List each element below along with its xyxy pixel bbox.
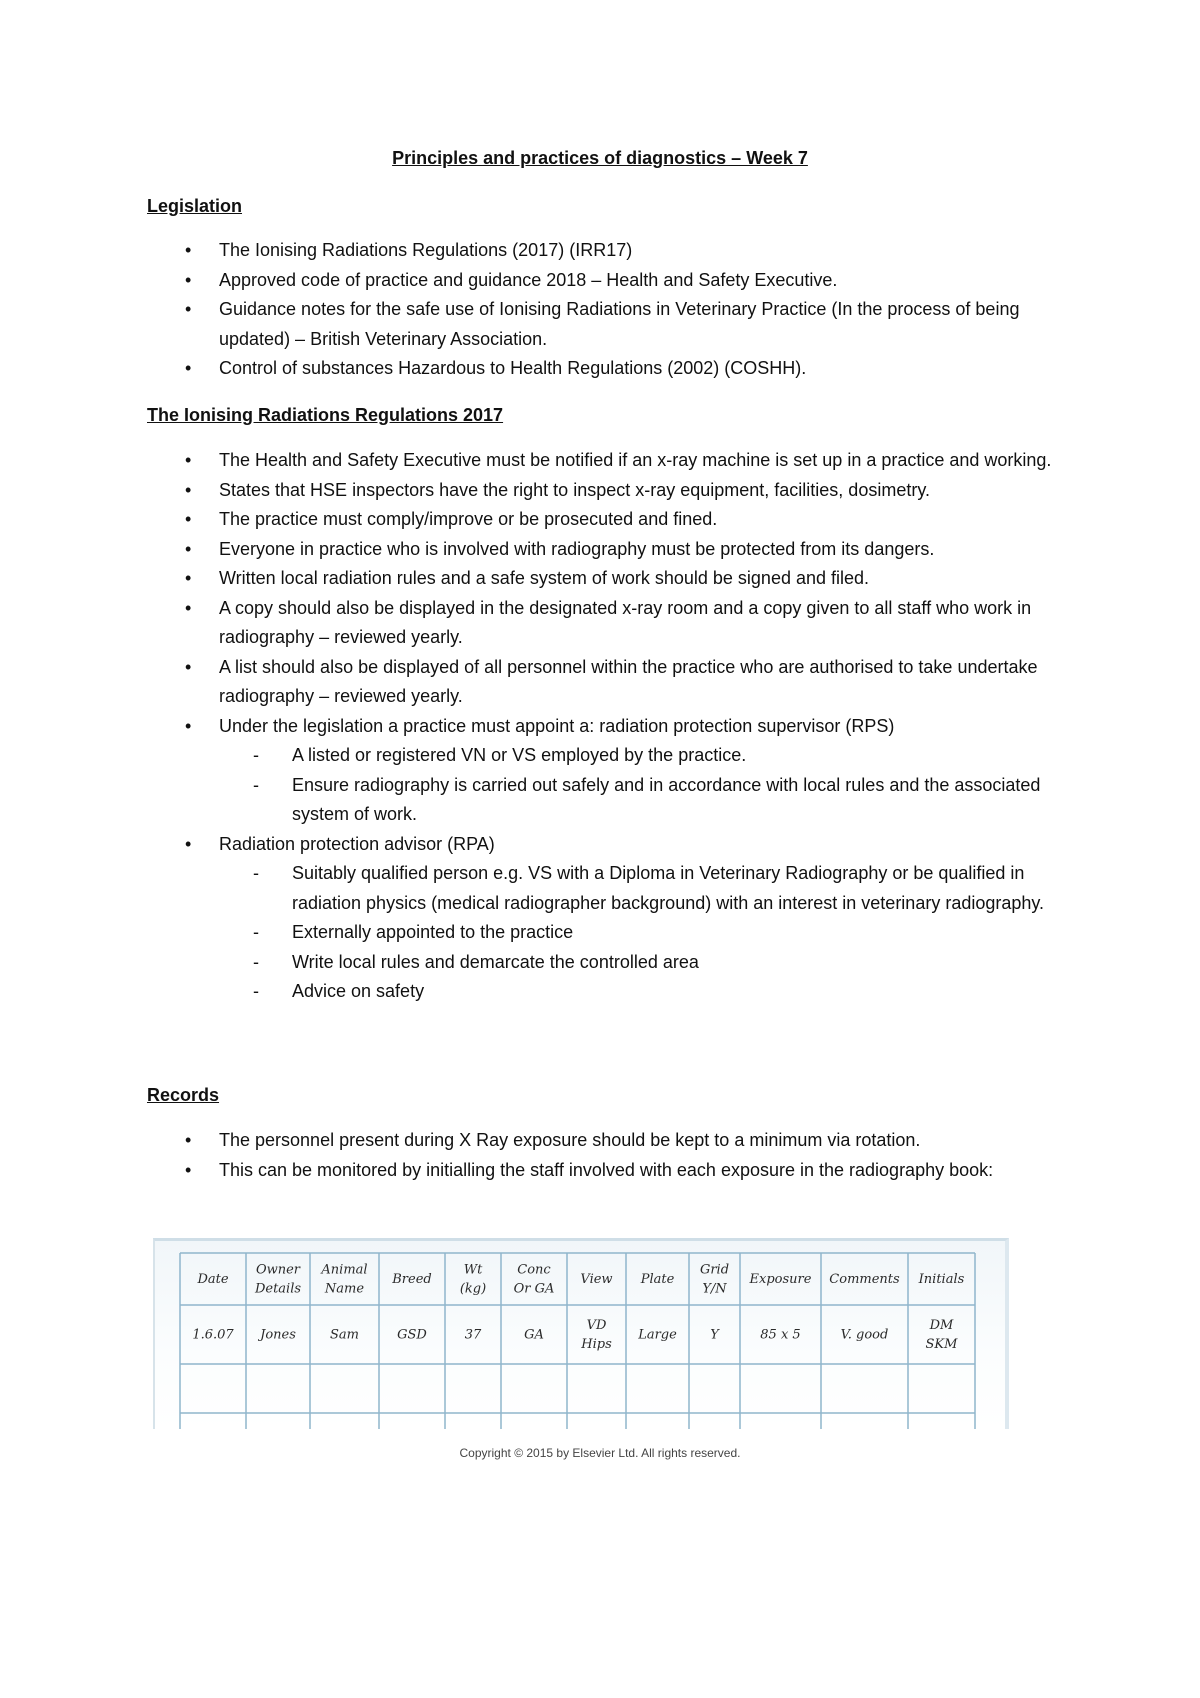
list-item: • Written local radiation rules and a safe system of work should be signed and filed.: [147, 564, 1077, 594]
list-item: • A copy should also be displayed in the designated x-ray room and a copy given to all staff who work in radiography – reviewed yearly.: [147, 594, 1077, 653]
table-header-cell: Or GA: [513, 1281, 555, 1297]
rpa-sublist: [219, 859, 1077, 1007]
table-header-cell: (kg): [459, 1281, 487, 1297]
irr-heading: The Ionising Radiations Regulations 2017: [147, 405, 504, 425]
list-item: • The Ionising Radiations Regulations (2017) (IRR17): [147, 236, 1077, 266]
rpa-label: Radiation protection advisor (RPA): [219, 833, 495, 854]
table-header-cell: Name: [324, 1281, 365, 1297]
table-header-cell: Y/N: [702, 1281, 727, 1297]
table-cell: 37: [464, 1327, 482, 1343]
table-cell: VD: [586, 1318, 607, 1333]
rps-sublist: [219, 741, 1077, 830]
list-item: • The personnel present during X Ray exposure should be kept to a minimum via rotation.: [147, 1126, 1077, 1156]
table-cell: Sam: [330, 1327, 359, 1343]
table-header-cell: Wt: [463, 1262, 483, 1278]
sub-list-item: - Advice on safety: [219, 977, 1077, 1007]
table-cell: V. good: [840, 1327, 889, 1343]
radiography-book-table: [155, 1241, 1005, 1429]
table-cell: 1.6.07: [192, 1327, 234, 1343]
figure-copyright: Copyright © 2015 by Elsevier Ltd. All rights reserved.: [459, 1446, 741, 1460]
table-cell: DM: [929, 1318, 954, 1333]
table-header-cell: Owner: [255, 1262, 301, 1278]
list-item: • Guidance notes for the safe use of Ionising Radiations in Veterinary Practice (In the process of being updated) – British Veterinary Association.: [147, 295, 1077, 354]
table-header-cell: Conc: [517, 1262, 551, 1278]
table-header-cell: Breed: [392, 1272, 432, 1287]
records-list: [147, 1126, 1077, 1185]
legislation-list: [147, 236, 1077, 384]
list-item: • A list should also be displayed of all personnel within the practice who are authorised to take undertake radiography – reviewed yearly.: [147, 653, 1077, 712]
table-cell: Large: [638, 1327, 677, 1343]
list-item: • This can be monitored by initialling the staff involved with each exposure in the radiography book:: [147, 1156, 1077, 1186]
irr-list: [147, 446, 1077, 1007]
list-item: • The practice must comply/improve or be prosecuted and fined.: [147, 505, 1077, 535]
list-item: • Control of substances Hazardous to Health Regulations (2002) (COSHH).: [147, 354, 1077, 384]
table-header-cell: Details: [254, 1281, 302, 1297]
list-item-rps: [147, 712, 1077, 830]
list-item: • States that HSE inspectors have the right to inspect x-ray equipment, facilities, dosimetry.: [147, 476, 1077, 506]
table-cell: Hips: [581, 1337, 612, 1352]
list-item: • Everyone in practice who is involved with radiography must be protected from its dangers.: [147, 535, 1077, 565]
table-header-cell: Grid: [699, 1262, 730, 1278]
sub-list-item: - Write local rules and demarcate the controlled area: [219, 948, 1077, 978]
list-item: • Approved code of practice and guidance 2018 – Health and Safety Executive.: [147, 266, 1077, 296]
table-cell: 85 x 5: [760, 1327, 801, 1343]
table-cell: GA: [524, 1327, 544, 1343]
table-header-cell: Plate: [640, 1272, 675, 1287]
legislation-heading: Legislation: [147, 196, 243, 216]
table-header-cell: Comments: [829, 1272, 900, 1287]
radiography-book-image: [153, 1238, 1009, 1429]
records-heading: Records: [147, 1085, 220, 1105]
sub-list-item: - Suitably qualified person e.g. VS with a Diploma in Veterinary Radiography or be qualified in radiation physics (medical radiographer background) with an interest in veterinary radiography.: [219, 859, 1077, 918]
table-header-cell: Initials: [918, 1272, 965, 1287]
table-cell: Jones: [260, 1327, 296, 1343]
table-header-cell: View: [580, 1272, 613, 1287]
table-cell: Y: [710, 1327, 719, 1343]
sub-list-item: - Ensure radiography is carried out safely and in accordance with local rules and the associated system of work.: [219, 771, 1077, 830]
list-item: • The Health and Safety Executive must be notified if an x-ray machine is set up in a practice and working.: [147, 446, 1077, 476]
list-item-rpa: [147, 830, 1077, 1007]
sub-list-item: - A listed or registered VN or VS employed by the practice.: [219, 741, 1077, 771]
rps-label: Under the legislation a practice must appoint a: radiation protection supervisor (RPS): [219, 715, 895, 736]
table-cell: GSD: [397, 1327, 427, 1343]
sub-list-item: - Externally appointed to the practice: [219, 918, 1077, 948]
table-header-cell: Animal: [321, 1262, 368, 1278]
page-title: Principles and practices of diagnostics – Week 7: [392, 148, 808, 168]
table-cell: SKM: [925, 1337, 958, 1352]
table-header-cell: Date: [197, 1272, 229, 1287]
table-header-cell: Exposure: [749, 1272, 812, 1287]
